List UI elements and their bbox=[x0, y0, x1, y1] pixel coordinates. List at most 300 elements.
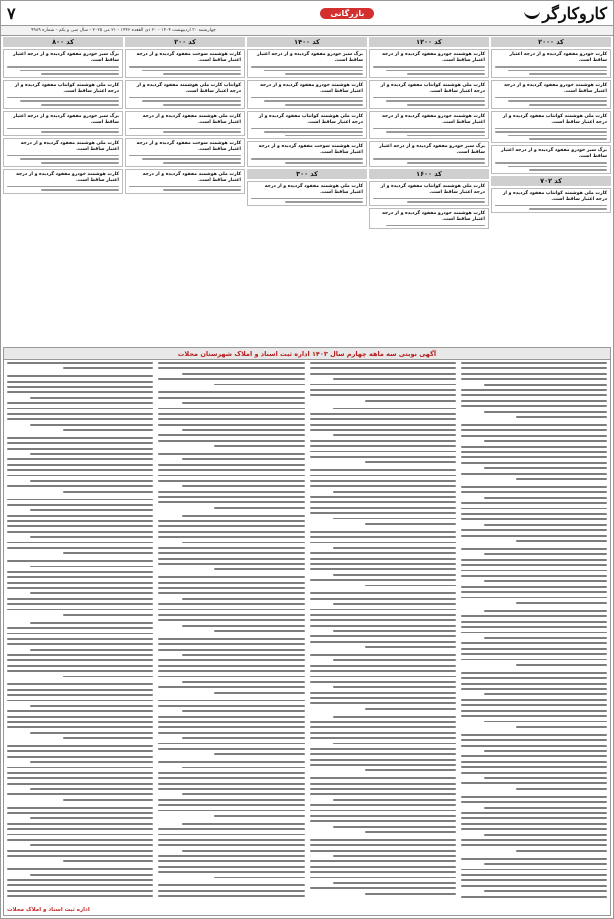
notice-text-line bbox=[461, 462, 607, 464]
notice-text-line bbox=[214, 507, 305, 509]
notice-text-line bbox=[7, 710, 153, 712]
notice-text-line bbox=[461, 518, 607, 520]
notice-text-line bbox=[7, 413, 153, 415]
classified-column bbox=[369, 37, 489, 345]
notice-text-line bbox=[365, 461, 456, 463]
classified-ad bbox=[125, 138, 245, 167]
ad-title: کارت ملی هوشمند کوانتاپ مفقود گردیده و از درجه اعتبار ساقط است. bbox=[380, 183, 485, 195]
notice-text-line bbox=[30, 509, 153, 511]
logo bbox=[524, 4, 607, 23]
notice-body bbox=[7, 362, 607, 901]
notice-text-line bbox=[158, 480, 304, 482]
ad-title: کارت ملی هوشمند کوانتاپ مفقود گردیده و از درجه اعتبار ساقط است. bbox=[14, 82, 119, 94]
notice-text-line bbox=[461, 869, 607, 871]
notice-text-line bbox=[310, 753, 456, 755]
notice-text-line bbox=[516, 726, 607, 728]
notice-text-line bbox=[310, 887, 456, 889]
notice-text-line bbox=[7, 582, 153, 584]
notice-text-line bbox=[7, 576, 153, 578]
column-subheading: کد ۱۶۰۰ bbox=[369, 169, 489, 179]
notice-text-line bbox=[30, 424, 153, 426]
notice-text-line bbox=[63, 429, 154, 431]
notice-text-line bbox=[310, 558, 456, 560]
notice-text-line bbox=[182, 429, 305, 431]
notice-text-line bbox=[310, 804, 456, 806]
column-heading: کد ۲۰۰۰ bbox=[491, 37, 611, 47]
notice-text-line bbox=[365, 646, 456, 648]
notice-text-line bbox=[461, 597, 607, 599]
notice-text-line bbox=[158, 558, 304, 560]
notice-text-line bbox=[484, 834, 607, 836]
notice-text-line bbox=[365, 585, 456, 587]
classified-ad bbox=[491, 145, 611, 174]
notice-text-line bbox=[310, 598, 456, 600]
classified-column bbox=[125, 37, 245, 345]
notice-text-line bbox=[333, 882, 456, 884]
notice-text-line bbox=[158, 587, 304, 589]
notice-text-line bbox=[182, 681, 305, 683]
notice-text-line bbox=[30, 844, 153, 846]
notice-text-line bbox=[158, 866, 304, 868]
notice-text-line bbox=[158, 676, 304, 678]
notice-text-line bbox=[158, 716, 304, 718]
notice-text-line bbox=[310, 394, 456, 396]
classified-ad bbox=[247, 181, 367, 206]
notice-text-line bbox=[7, 485, 153, 487]
ad-title: برگ سبز خودرو مفقود گردیده و از درجه اعتبار ساقط است. bbox=[500, 147, 607, 159]
notice-text-line bbox=[461, 796, 607, 798]
notice-text-line bbox=[158, 884, 304, 886]
notice-text-line bbox=[310, 681, 456, 683]
notice-text-line bbox=[7, 381, 153, 383]
notice-text-line bbox=[158, 453, 304, 455]
notice-text-line bbox=[158, 844, 304, 846]
notice-text-line bbox=[484, 863, 607, 865]
notice-text-line bbox=[310, 456, 456, 458]
notice-text-line bbox=[158, 777, 304, 779]
notice-text-line bbox=[158, 391, 304, 393]
notice-text-line bbox=[158, 501, 304, 503]
classified-column bbox=[3, 37, 123, 345]
notice-text-line bbox=[182, 823, 305, 825]
notice-text-line bbox=[333, 603, 456, 605]
notice-text-line bbox=[158, 576, 304, 578]
notice-text-line bbox=[461, 828, 607, 830]
notice-text-line bbox=[7, 890, 153, 892]
notice-text-line bbox=[484, 750, 607, 752]
notice-text-line bbox=[484, 890, 607, 892]
classified-ad bbox=[3, 169, 123, 194]
notice-text-line bbox=[30, 592, 153, 594]
notice-text-line bbox=[461, 502, 607, 504]
classified-column bbox=[247, 37, 367, 345]
notice-text-line bbox=[158, 721, 304, 723]
classified-ad bbox=[369, 80, 489, 109]
notice-column bbox=[461, 362, 607, 901]
notice-text-line bbox=[310, 507, 456, 509]
notice-text-line bbox=[182, 373, 305, 375]
notice-text-line bbox=[7, 391, 153, 393]
notice-text-line bbox=[461, 615, 607, 617]
notice-text-line bbox=[7, 609, 153, 611]
notice-text-line bbox=[461, 683, 607, 685]
notice-text-line bbox=[310, 542, 456, 544]
notice-text-line bbox=[7, 386, 153, 388]
notice-text-line bbox=[30, 874, 153, 876]
notice-text-line bbox=[158, 491, 304, 493]
brand-mark-icon bbox=[524, 7, 540, 19]
ad-title: کوانتاپ کارت ملی هوشمند مفقود گردیده و از درجه اعتبار ساقط است. bbox=[136, 82, 241, 94]
ad-title: کارت ملی هوشمند کوانتاپ مفقود گردیده و از درجه اعتبار ساقط است. bbox=[380, 82, 485, 94]
page-number: ۷ bbox=[7, 3, 16, 23]
notice-text-line bbox=[461, 672, 607, 674]
masthead bbox=[1, 1, 613, 25]
notice-text-line bbox=[310, 440, 456, 442]
notice-text-line bbox=[333, 826, 456, 828]
notice-text-line bbox=[182, 710, 305, 712]
notice-text-line bbox=[158, 643, 304, 645]
notice-text-line bbox=[461, 548, 607, 550]
ad-title: کارت ملی هوشمند مفقود گردیده و از درجه اعتبار ساقط است. bbox=[142, 113, 241, 125]
notice-text-line bbox=[461, 570, 607, 572]
notice-text-line bbox=[516, 416, 607, 418]
notice-text-line bbox=[310, 501, 456, 503]
notice-text-line bbox=[310, 788, 456, 790]
notice-text-line bbox=[182, 850, 305, 852]
notice-text-line bbox=[310, 721, 456, 723]
ad-title: کارت ملی هوشمند مفقود گردیده و از درجه اعتبار ساقط است. bbox=[264, 183, 363, 195]
notice-text-line bbox=[310, 860, 456, 862]
notice-text-line bbox=[7, 721, 153, 723]
notice-text-line bbox=[461, 710, 607, 712]
notice-text-line bbox=[7, 828, 153, 830]
notice-text-line bbox=[7, 694, 153, 696]
notice-text-line bbox=[158, 686, 304, 688]
notice-text-line bbox=[7, 499, 153, 501]
notice-text-line bbox=[63, 676, 154, 678]
notice-text-line bbox=[333, 491, 456, 493]
notice-text-line bbox=[310, 445, 456, 447]
notice-text-line bbox=[214, 815, 305, 817]
notice-text-line bbox=[310, 389, 456, 391]
classified-ad bbox=[369, 141, 489, 166]
notice-text-line bbox=[30, 761, 153, 763]
notice-text-line bbox=[310, 609, 456, 611]
notice-text-line bbox=[461, 739, 607, 741]
notice-text-line bbox=[7, 638, 153, 640]
notice-text-line bbox=[158, 413, 304, 415]
notice-text-line bbox=[310, 702, 456, 704]
classified-ad bbox=[369, 111, 489, 140]
notice-text-line bbox=[484, 637, 607, 639]
notice-text-line bbox=[158, 834, 304, 836]
classified-ad bbox=[125, 80, 245, 109]
ad-title: کارت هوشمند خودرو مفقود گردیده و از درجه اعتبار ساقط است. bbox=[260, 82, 363, 94]
notice-column bbox=[7, 362, 153, 901]
notice-text-line bbox=[158, 659, 304, 661]
notice-text-line bbox=[30, 649, 153, 651]
notice-text-line bbox=[7, 643, 153, 645]
notice-text-line bbox=[310, 496, 456, 498]
notice-text-line bbox=[158, 839, 304, 841]
notice-text-line bbox=[182, 402, 305, 404]
notice-text-line bbox=[310, 475, 456, 477]
ad-title: کارت هوشمند خودرو مفقود گردیده و از درجه اعتبار ساقط است. bbox=[382, 210, 485, 222]
notice-text-line bbox=[516, 540, 607, 542]
notice-text-line bbox=[158, 788, 304, 790]
notice-text-line bbox=[310, 563, 456, 565]
notice-text-line bbox=[310, 469, 456, 471]
notice-text-line bbox=[461, 782, 607, 784]
notice-text-line bbox=[310, 732, 456, 734]
notice-text-line bbox=[461, 885, 607, 887]
notice-text-line bbox=[461, 745, 607, 747]
notice-text-line bbox=[516, 664, 607, 666]
notice-text-line bbox=[7, 375, 153, 377]
notice-text-line bbox=[214, 877, 305, 879]
classified-ad bbox=[491, 49, 611, 78]
notice-text-line bbox=[461, 367, 607, 369]
notice-text-line bbox=[461, 586, 607, 588]
notice-text-line bbox=[310, 512, 456, 514]
notice-text-line bbox=[7, 418, 153, 420]
notice-text-line bbox=[333, 378, 456, 380]
notice-text-line bbox=[310, 418, 456, 420]
notice-text-line bbox=[461, 400, 607, 402]
notice-text-line bbox=[365, 893, 456, 895]
notice-text-line bbox=[158, 408, 304, 410]
notice-text-line bbox=[158, 475, 304, 477]
notice-text-line bbox=[310, 552, 456, 554]
notice-text-line bbox=[461, 389, 607, 391]
notice-text-line bbox=[461, 429, 607, 431]
notice-text-line bbox=[310, 654, 456, 656]
notice-text-line bbox=[30, 705, 153, 707]
classified-ad bbox=[3, 111, 123, 136]
notice-text-line bbox=[310, 871, 456, 873]
notice-text-line bbox=[182, 767, 305, 769]
notice-text-line bbox=[461, 801, 607, 803]
notice-text-line bbox=[461, 405, 607, 407]
ad-title: کارت هوشمند خودرو مفقود گردیده و از درجه اعتبار ساقط است. bbox=[382, 113, 485, 125]
notice-text-line bbox=[461, 513, 607, 515]
notice-text-line bbox=[310, 367, 456, 369]
notice-text-line bbox=[158, 614, 304, 616]
notice-text-line bbox=[461, 715, 607, 717]
notice-text-line bbox=[461, 817, 607, 819]
notice-text-line bbox=[7, 587, 153, 589]
notice-text-line bbox=[158, 418, 304, 420]
registry-notice bbox=[3, 347, 611, 916]
notice-text-line bbox=[7, 442, 153, 444]
classified-ad bbox=[3, 49, 123, 78]
ad-title: کارت ملی هوشمند مفقود گردیده و از درجه اعتبار ساقط است. bbox=[142, 171, 241, 183]
notice-text-line bbox=[461, 591, 607, 593]
notice-text-line bbox=[63, 860, 154, 862]
notice-text-line bbox=[310, 844, 456, 846]
notice-text-line bbox=[158, 748, 304, 750]
notice-text-line bbox=[7, 879, 153, 881]
notice-text-line bbox=[310, 810, 456, 812]
notice-text-line bbox=[7, 654, 153, 656]
notice-text-line bbox=[182, 625, 305, 627]
notice-text-line bbox=[7, 547, 153, 549]
notice-text-line bbox=[158, 732, 304, 734]
notice-text-line bbox=[7, 700, 153, 702]
notice-text-line bbox=[516, 602, 607, 604]
notice-text-line bbox=[461, 699, 607, 701]
notice-text-line bbox=[333, 630, 456, 632]
notice-text-line bbox=[7, 772, 153, 774]
notice-text-line bbox=[30, 566, 153, 568]
notice-text-line bbox=[214, 692, 305, 694]
classified-ad bbox=[491, 188, 611, 213]
notice-text-line bbox=[158, 700, 304, 702]
notice-text-line bbox=[182, 458, 305, 460]
notice-text-line bbox=[333, 743, 456, 745]
notice-text-line bbox=[7, 520, 153, 522]
ad-title: کارت هوشمند خودرو مفقود گردیده و از درجه اعتبار ساقط است. bbox=[504, 82, 607, 94]
classified-ad bbox=[3, 80, 123, 109]
notice-text-line bbox=[461, 486, 607, 488]
notice-text-line bbox=[310, 614, 456, 616]
notice-text-line bbox=[158, 440, 304, 442]
logo-text: کاروکارگر bbox=[542, 3, 607, 23]
notice-text-line bbox=[484, 553, 607, 555]
notice-text-line bbox=[7, 884, 153, 886]
notice-text-line bbox=[484, 721, 607, 723]
classified-column bbox=[491, 37, 611, 345]
notice-text-line bbox=[310, 619, 456, 621]
notice-text-line bbox=[158, 525, 304, 527]
column-heading: کد ۲۰۰ bbox=[125, 37, 245, 47]
notice-text-line bbox=[30, 480, 153, 482]
notice-text-line bbox=[158, 464, 304, 466]
classified-ad bbox=[247, 141, 367, 166]
notice-text-line bbox=[333, 408, 456, 410]
ad-title: کارت ملی هوشمند کوانتاپ مفقود گردیده و از درجه اعتبار ساقط است. bbox=[502, 113, 607, 125]
ad-title: کارت هوشمند خودرو مفقود گردیده و از درجه اعتبار ساقط است. bbox=[16, 171, 119, 183]
notice-text-line bbox=[333, 799, 456, 801]
ad-title: کارت ملی هوشمند مفقود گردیده و از درجه اعتبار ساقط است. bbox=[20, 140, 119, 152]
notice-text-line bbox=[158, 890, 304, 892]
notice-text-line bbox=[158, 609, 304, 611]
notice-text-line bbox=[310, 592, 456, 594]
notice-text-line bbox=[7, 716, 153, 718]
notice-text-line bbox=[310, 866, 456, 868]
notice-text-line bbox=[7, 807, 153, 809]
notice-text-line bbox=[158, 799, 304, 801]
notice-text-line bbox=[484, 777, 607, 779]
notice-text-line bbox=[7, 783, 153, 785]
notice-text-line bbox=[310, 793, 456, 795]
ad-title: کارت هوشمند خودرو مفقود گردیده و از درجه اعتبار ساقط است. bbox=[382, 52, 485, 63]
notice-text-line bbox=[461, 362, 607, 364]
ad-title: برگ سبز خودرو مفقود گردیده و از درجه اعتبار ساقط است. bbox=[12, 52, 119, 63]
notice-text-line bbox=[484, 610, 607, 612]
notice-text-line bbox=[214, 753, 305, 755]
notice-text-line bbox=[461, 535, 607, 537]
notice-text-line bbox=[310, 783, 456, 785]
classified-ad bbox=[3, 138, 123, 167]
notice-text-line bbox=[310, 839, 456, 841]
ad-title: کارت هوشمند سوخت مفقود گردیده و از درجه اعتبار ساقط است. bbox=[258, 144, 363, 156]
classifieds-grid bbox=[3, 37, 611, 345]
notice-text-line bbox=[158, 520, 304, 522]
column-heading: کد ۱۴۰۰ bbox=[247, 37, 367, 47]
notice-text-line bbox=[310, 665, 456, 667]
notice-text-line bbox=[158, 743, 304, 745]
classified-ad bbox=[369, 208, 489, 230]
notice-text-line bbox=[310, 635, 456, 637]
classified-ad bbox=[125, 111, 245, 136]
notice-text-line bbox=[7, 408, 153, 410]
notice-text-line bbox=[461, 772, 607, 774]
notice-text-line bbox=[333, 574, 456, 576]
notice-text-line bbox=[7, 868, 153, 870]
ad-title: کارت هوشمند سوخت مفقود گردیده و از درجه اعتبار ساقط است. bbox=[136, 140, 241, 152]
notice-text-line bbox=[182, 793, 305, 795]
notice-text-line bbox=[7, 834, 153, 836]
notice-text-line bbox=[158, 531, 304, 533]
ad-title: برگ سبز خودرو مفقود گردیده و از درجه اعتبار ساقط است. bbox=[256, 52, 363, 63]
notice-text-line bbox=[333, 686, 456, 688]
notice-text-line bbox=[461, 812, 607, 814]
notice-text-line bbox=[63, 367, 154, 369]
notice-text-line bbox=[484, 497, 607, 499]
notice-text-line bbox=[461, 378, 607, 380]
notice-text-line bbox=[310, 373, 456, 375]
notice-text-line bbox=[310, 759, 456, 761]
classified-ad bbox=[247, 49, 367, 78]
notice-text-line bbox=[158, 552, 304, 554]
notice-text-line bbox=[310, 579, 456, 581]
notice-text-line bbox=[7, 750, 153, 752]
notice-text-line bbox=[182, 654, 305, 656]
notice-text-line bbox=[7, 603, 153, 605]
notice-text-line bbox=[461, 435, 607, 437]
notice-text-line bbox=[7, 689, 153, 691]
notice-text-line bbox=[158, 804, 304, 806]
notice-text-line bbox=[484, 440, 607, 442]
notice-text-line bbox=[461, 879, 607, 881]
notice-text-line bbox=[158, 772, 304, 774]
ad-title: کارت خودرو مفقود گردیده و از درجه اعتبار ساقط است. bbox=[509, 52, 607, 63]
notice-text-line bbox=[310, 815, 456, 817]
notice-text-line bbox=[158, 592, 304, 594]
notice-text-line bbox=[333, 716, 456, 718]
notice-text-line bbox=[310, 568, 456, 570]
notice-text-line bbox=[365, 708, 456, 710]
notice-text-line bbox=[461, 688, 607, 690]
classified-ad bbox=[369, 181, 489, 206]
notice-text-line bbox=[484, 467, 607, 469]
notice-text-line bbox=[158, 469, 304, 471]
notice-text-line bbox=[158, 783, 304, 785]
notice-text-line bbox=[7, 531, 153, 533]
notice-text-line bbox=[214, 445, 305, 447]
notice-text-line bbox=[30, 397, 153, 399]
notice-text-line bbox=[158, 424, 304, 426]
notice-text-line bbox=[158, 665, 304, 667]
column-heading: کد ۱۲۰۰ bbox=[369, 37, 489, 47]
notice-text-line bbox=[7, 458, 153, 460]
notice-text-line bbox=[7, 627, 153, 629]
ad-title: برگ سبز خودرو مفقود گردیده و از درجه اعتبار ساقط است. bbox=[378, 144, 485, 156]
notice-text-line bbox=[461, 446, 607, 448]
classified-ad bbox=[247, 111, 367, 140]
notice-text-line bbox=[461, 858, 607, 860]
